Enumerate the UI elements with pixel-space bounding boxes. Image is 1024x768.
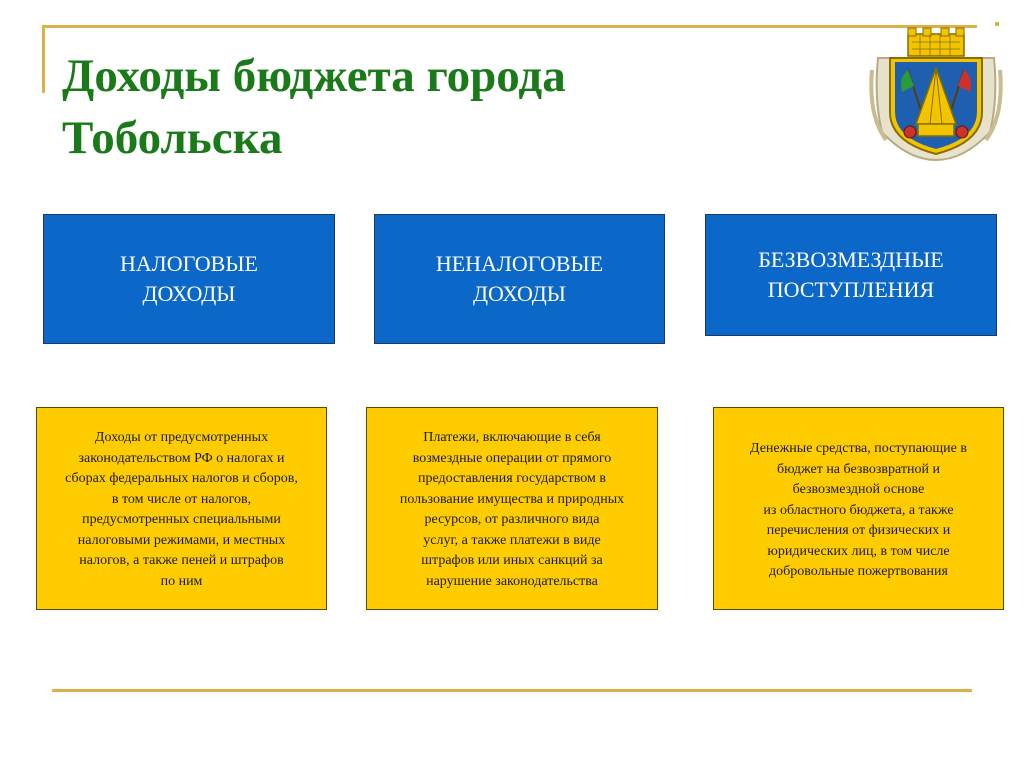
bottom-divider-line	[52, 689, 972, 692]
description-line: предоставления государством в	[417, 471, 607, 486]
description-line: пользование имущества и природных	[399, 491, 625, 507]
left-frame-line	[42, 25, 45, 93]
heading-box-gratuitous-receipts	[705, 214, 997, 336]
title-line: Доходы бюджета города	[62, 50, 566, 102]
description-line: из областного бюджета, а также	[763, 502, 954, 518]
description-line: Денежные средства, поступающие в	[749, 441, 967, 456]
description-line: предусмотренных специальными	[82, 512, 281, 527]
heading-box-non-tax-revenue	[374, 214, 665, 344]
description-line: Платежи, включающие в себя	[423, 430, 601, 445]
description-line: штрафов или иных санкций за	[421, 553, 603, 568]
heading-line: БЕЗВОЗМЕЗДНЫЕ	[758, 247, 944, 272]
description-line: возмездные операции от прямого	[412, 450, 612, 466]
description-line: в том числе от налогов,	[111, 491, 252, 507]
description-line: налоговыми режимами, и местных	[77, 532, 286, 548]
slide-title	[62, 45, 762, 169]
description-line: услуг, а также платежи в виде	[423, 532, 601, 548]
title-line: Тобольска	[62, 112, 283, 164]
description-line: Доходы от предусмотренных	[94, 430, 269, 445]
heading-line: ДОХОДЫ	[142, 281, 236, 306]
heading-line: НАЛОГОВЫЕ	[120, 251, 258, 276]
description-line: ресурсов, от различного вида	[424, 512, 600, 527]
heading-line: ДОХОДЫ	[473, 281, 566, 306]
description-box-gratuitous-receipts	[713, 407, 1004, 610]
description-line: по ним	[160, 573, 203, 589]
description-line: сборах федеральных налогов и сборов,	[65, 471, 298, 486]
description-line: нарушение законодательства	[426, 573, 598, 589]
top-frame-line	[42, 25, 977, 28]
description-line: добровольные пожертвования	[769, 564, 948, 579]
city-coat-of-arms-icon	[868, 20, 1004, 162]
description-box-tax-revenue	[36, 407, 327, 610]
description-line: бюджет на безвозвратной и	[777, 461, 940, 477]
heading-line: ПОСТУПЛЕНИЯ	[767, 277, 935, 302]
heading-line: НЕНАЛОГОВЫЕ	[435, 251, 604, 276]
description-line: юридических лиц, в том числе	[767, 543, 950, 559]
description-line: налогов, а также пеней и штрафов	[79, 553, 284, 568]
description-line: перечисления от физических и	[766, 523, 951, 538]
description-line: законодательством РФ о налогах и	[78, 450, 285, 466]
description-box-non-tax-revenue	[366, 407, 658, 610]
heading-box-tax-revenue	[43, 214, 335, 344]
description-line: безвозмездной основе	[792, 482, 925, 497]
